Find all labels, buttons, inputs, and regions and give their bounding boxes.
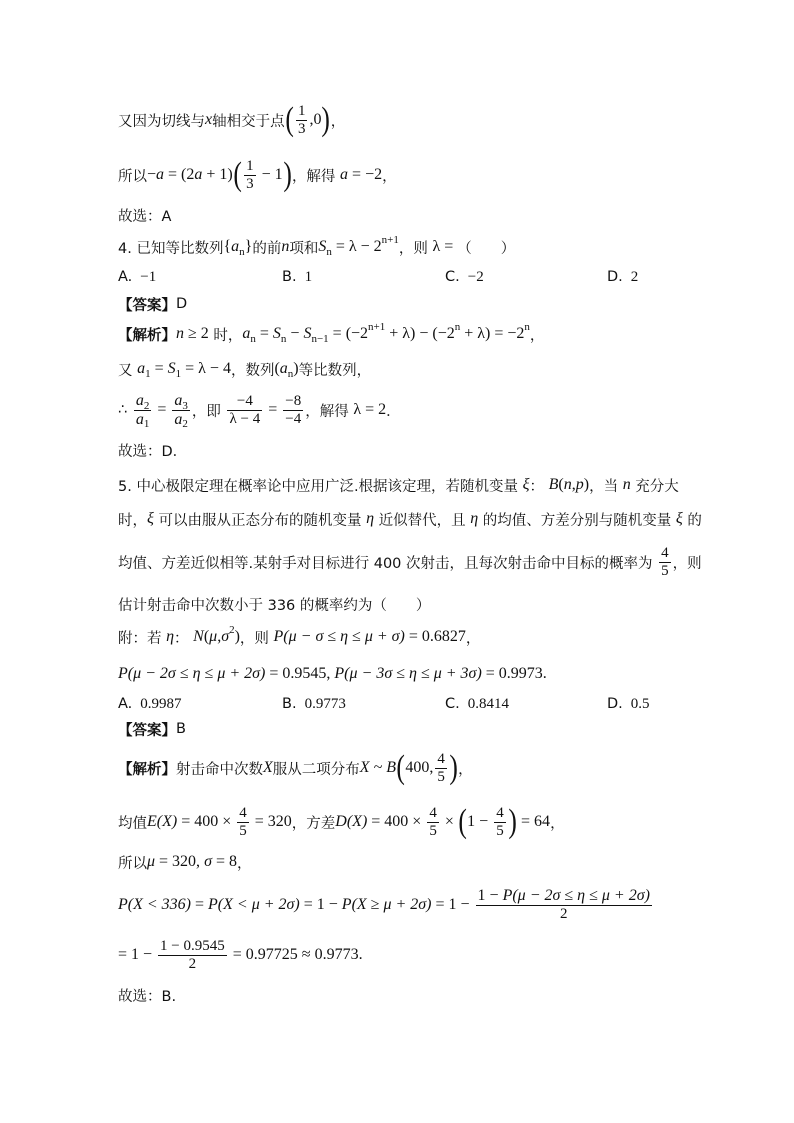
math-variable: μ — [209, 628, 218, 645]
math-variable: a — [194, 166, 203, 183]
analysis-line — [118, 885, 654, 925]
math-expression: = 320 — [250, 813, 292, 830]
analysis-tag: 【解析】 — [118, 327, 176, 344]
option-value: −1 — [140, 268, 157, 285]
math-expression: 1 − — [477, 887, 503, 905]
math-expression: = λ − 2 — [331, 238, 382, 255]
math-expression: + 1) — [202, 166, 233, 183]
fraction-numerator: 4 — [496, 805, 504, 821]
fraction-numerator: −8 — [285, 393, 302, 409]
option-value: 2 — [630, 268, 639, 285]
analysis-line — [118, 802, 565, 842]
math-subscript: 1 — [143, 418, 150, 431]
math-expression: P(X ≥ μ + 2σ) — [341, 896, 432, 913]
answer-value: B — [176, 721, 186, 737]
choice-text: 故选：B. — [118, 988, 177, 1005]
math-subscript: n — [250, 333, 256, 345]
math-expression: × — [440, 813, 458, 830]
answer-tag: 【答案】 — [118, 297, 176, 314]
option-value: 0.8414 — [467, 695, 509, 712]
math-variable: σ — [204, 853, 212, 870]
choice-text: 故选：D． — [118, 443, 188, 460]
math-variable: n — [563, 476, 572, 493]
math-expression: ( — [203, 628, 210, 645]
math-variable: ξ — [675, 510, 683, 527]
fraction-denominator: 3 — [246, 175, 254, 192]
fraction — [244, 158, 256, 192]
math-variable: p — [575, 476, 584, 493]
question-5-stem — [118, 542, 702, 582]
option-label: C. — [445, 269, 460, 285]
question-text: 的 — [682, 512, 702, 529]
math-expression: = 400 × — [177, 813, 236, 830]
punctuation: ， — [550, 815, 565, 832]
math-subscript: n — [280, 333, 287, 345]
math-expression: = (−2 — [328, 325, 369, 342]
answer-line — [118, 709, 186, 749]
fraction-numerator: 1 − 0.9545 — [160, 938, 225, 954]
math-subscript: 2 — [182, 418, 188, 431]
right-paren: ) — [508, 803, 517, 840]
option-c — [445, 257, 484, 297]
math-expression: P(μ − 2σ ≤ η ≤ μ + 2σ) — [118, 665, 266, 682]
fraction — [427, 805, 439, 839]
math-expression: = λ − 4 — [181, 360, 231, 377]
math-variable: X — [263, 759, 273, 776]
solution-text: 所以 — [118, 855, 147, 872]
analysis-line — [118, 842, 251, 882]
math-variable: a — [340, 166, 349, 183]
math-expression: ) — [293, 360, 299, 377]
analysis-line — [118, 314, 544, 354]
math-expression: = 0.6827 — [404, 628, 466, 645]
math-variable: a — [135, 410, 144, 428]
fraction — [476, 887, 652, 922]
math-expression: = −2 — [348, 166, 383, 183]
math-subscript: 3 — [182, 399, 188, 412]
solution-text: ，即 — [191, 403, 226, 420]
math-variable: a — [279, 360, 288, 377]
left-paren: ( — [396, 749, 405, 786]
math-subscript: n — [287, 368, 294, 380]
math-variable: a — [174, 410, 183, 428]
solution-text: ，解得 — [305, 403, 354, 420]
math-expression: = 64 — [517, 813, 551, 830]
solution-text: 服从二项分布 — [272, 761, 360, 778]
fraction-denominator: 5 — [437, 768, 445, 785]
math-expression: ( — [558, 476, 564, 493]
note-text: ： — [174, 630, 194, 647]
math-variable: a — [137, 360, 146, 377]
answer-value: D — [176, 296, 188, 312]
math-expression: = — [264, 401, 282, 418]
option-value: 0.9773 — [304, 695, 346, 712]
math-variable: ξ — [522, 476, 530, 493]
solution-line — [118, 155, 397, 195]
fraction-numerator — [134, 392, 152, 410]
question-text: ： — [529, 478, 549, 495]
option-b — [282, 257, 312, 297]
note-text: ，则 — [239, 630, 274, 647]
math-expression: = 320, — [155, 853, 205, 870]
fraction-numerator: 4 — [437, 751, 445, 767]
fraction-denominator — [172, 411, 190, 429]
option-label: B. — [282, 696, 297, 712]
fraction-numerator: −4 — [236, 393, 253, 409]
option-d — [607, 257, 638, 297]
question-text: 充分大 — [630, 478, 679, 495]
math-subscript: 1 — [145, 368, 151, 380]
answer-tag: 【答案】 — [118, 722, 176, 739]
math-variable: a — [242, 325, 251, 342]
math-expression: = — [150, 360, 168, 377]
math-subscript: 1 — [175, 368, 182, 380]
answer-blank: （ ） — [457, 240, 516, 257]
math-expression: = 1 − — [299, 896, 342, 913]
fraction-denominator: 5 — [661, 562, 669, 579]
analysis-line — [118, 935, 363, 975]
fraction — [283, 393, 303, 427]
math-expression: , — [217, 628, 222, 645]
note-text: 附：若 — [118, 630, 167, 647]
fraction — [435, 751, 447, 785]
fraction — [134, 391, 152, 431]
option-label: C. — [445, 696, 460, 712]
fraction-denominator — [134, 411, 152, 429]
analysis-line — [118, 748, 473, 788]
question-text: 项和 — [289, 240, 319, 257]
math-superscript: n — [524, 321, 530, 333]
math-expression: = 1 − — [118, 946, 157, 963]
math-expression: − 1 — [257, 166, 283, 183]
math-subscript: n — [326, 246, 332, 258]
fraction-denominator: −4 — [285, 410, 302, 427]
fraction-denominator: 5 — [429, 822, 437, 839]
math-expression: = 1 − — [431, 896, 474, 913]
question-text: 4. 已知等比数列 — [118, 240, 224, 257]
math-variable: η — [166, 628, 175, 645]
math-expression: = — [191, 896, 209, 913]
math-expression: − — [147, 166, 157, 183]
option-label: B. — [282, 269, 297, 285]
fraction — [172, 391, 190, 431]
solution-text: ，解得 — [291, 168, 341, 185]
punctuation: ， — [465, 630, 481, 647]
math-expression: , — [571, 476, 576, 493]
math-variable: a — [231, 238, 240, 255]
math-subscript: n — [239, 246, 245, 258]
math-expression: = — [153, 401, 171, 418]
left-paren: ( — [285, 101, 294, 138]
option-label: D. — [607, 269, 623, 285]
solution-line — [118, 100, 345, 140]
math-variable: S — [303, 325, 312, 342]
math-expression: = 0.9545, — [265, 665, 335, 682]
math-expression: ( — [274, 360, 280, 377]
math-variable: B — [548, 476, 559, 493]
fraction-numerator: 4 — [661, 545, 669, 561]
question-text: 可以由服从正态分布的随机变量 — [153, 512, 367, 529]
option-value: 1 — [304, 268, 313, 285]
question-text: 时， — [118, 512, 147, 529]
option-label: A. — [118, 269, 133, 285]
math-expression: ) — [234, 628, 240, 645]
fraction-denominator: 2 — [560, 906, 568, 923]
option-c — [445, 684, 509, 724]
left-paren: ( — [458, 803, 467, 840]
math-variable: n — [281, 238, 290, 255]
math-variable: S — [272, 325, 281, 342]
math-expression: P(μ − 3σ ≤ η ≤ μ + 3σ) — [334, 665, 482, 682]
math-subscript: 2 — [143, 399, 150, 412]
math-expression: X ~ B — [359, 759, 396, 776]
punctuation: ， — [458, 761, 473, 778]
math-expression: = 8 — [211, 853, 237, 870]
solution-text: 所以 — [118, 168, 147, 185]
question-text: 近似替代，且 — [374, 512, 471, 529]
fraction — [494, 805, 506, 839]
choice-line — [118, 975, 176, 1015]
math-expression: + λ) = −2 — [460, 325, 525, 342]
question-text: ，则 — [398, 240, 433, 257]
math-expression: − — [286, 325, 304, 342]
option-value: 0.9987 — [140, 695, 182, 712]
math-variable: σ — [221, 628, 230, 645]
left-paren: ( — [233, 156, 242, 193]
question-5-stem — [118, 499, 702, 539]
math-variable: η — [366, 510, 375, 527]
question-text: 5. 中心极限定理在概率论中应用广泛.根据该定理，若随机变量 — [118, 478, 523, 495]
solution-text: 又因为切线与 — [118, 113, 205, 130]
math-expression: 1 − — [467, 813, 493, 830]
punctuation: ， — [236, 855, 252, 872]
math-expression: λ = — [432, 238, 458, 255]
math-expression: = (2 — [164, 166, 195, 183]
option-value: −2 — [467, 268, 484, 285]
math-variable: a — [174, 391, 183, 409]
math-subscript: n−1 — [311, 333, 329, 345]
fraction-numerator: 1 — [246, 158, 254, 174]
option-d — [607, 684, 650, 724]
choice-text: 故选：A — [118, 208, 172, 225]
solution-text: 又 — [118, 362, 138, 379]
math-expression: ≥ 2 — [184, 325, 209, 342]
fraction-denominator: 5 — [239, 822, 247, 839]
math-expression: = 0.97725 ≈ 0.9773. — [228, 946, 363, 963]
fraction-numerator: 1 — [297, 103, 306, 119]
right-paren: ) — [321, 101, 331, 138]
question-text: 估计射击命中次数小于 336 的概率约为（ ） — [118, 597, 431, 614]
math-expression: λ = 2 — [353, 401, 387, 418]
fraction-denominator: 5 — [496, 822, 504, 839]
right-paren: ) — [283, 156, 292, 193]
analysis-line — [118, 390, 401, 430]
math-variable: a — [156, 166, 165, 183]
choice-line — [118, 430, 187, 470]
math-expression: } — [244, 238, 253, 255]
solution-text: 轴相交于点 — [212, 113, 285, 130]
math-variable: η — [470, 510, 479, 527]
fraction — [237, 805, 249, 839]
solution-text: 等比数列， — [298, 362, 372, 379]
question-text: ，当 — [589, 478, 623, 495]
question-text: ，则 — [672, 555, 702, 572]
punctuation: ， — [382, 168, 397, 185]
right-paren: ) — [449, 749, 458, 786]
question-5-note — [118, 617, 480, 657]
math-superscript: 2 — [229, 624, 235, 636]
math-variable: n — [622, 476, 631, 493]
option-label: A. — [118, 696, 133, 712]
solution-text: ，数列 — [230, 362, 275, 379]
math-superscript: n+1 — [381, 234, 399, 246]
therefore-symbol: ∴ — [118, 402, 132, 418]
math-expression: D(X) — [335, 813, 368, 830]
option-b — [282, 684, 346, 724]
math-variable: S — [318, 238, 327, 255]
math-superscript: n+1 — [368, 321, 386, 333]
fraction-denominator: 2 — [188, 955, 197, 972]
math-expression: P(μ − σ ≤ η ≤ μ + σ) — [273, 628, 405, 645]
math-expression: = 400 × — [367, 813, 426, 830]
fraction — [158, 938, 227, 972]
punctuation: ， — [529, 327, 545, 344]
fraction-denominator: λ − 4 — [229, 410, 261, 427]
math-variable: μ — [147, 853, 156, 870]
math-expression: P(μ − 2σ ≤ η ≤ μ + 2σ) — [502, 887, 650, 905]
punctuation: ， — [330, 113, 346, 130]
math-expression: + λ) − (−2 — [385, 325, 455, 342]
fraction — [296, 103, 308, 137]
math-expression: P(X < 336) — [118, 896, 191, 913]
analysis-line — [118, 349, 371, 389]
option-label: D. — [607, 696, 623, 712]
math-variable: a — [135, 391, 144, 409]
math-variable: N — [193, 628, 204, 645]
math-variable: ξ — [147, 510, 154, 527]
math-expression: P(X < μ + 2σ) — [208, 896, 300, 913]
math-expression: E(X) — [147, 813, 178, 830]
fraction — [227, 393, 262, 427]
math-expression: 400, — [405, 759, 434, 776]
fraction-numerator — [172, 392, 190, 410]
math-expression: { — [223, 238, 232, 255]
math-variable: S — [167, 360, 176, 377]
fraction-denominator: 3 — [297, 120, 306, 137]
math-variable: x — [205, 111, 213, 128]
fraction-numerator: 4 — [239, 805, 247, 821]
solution-text: 时， — [208, 327, 243, 344]
fraction — [659, 545, 671, 579]
analysis-tag: 【解析】 — [118, 761, 176, 778]
option-value: 0.5 — [630, 695, 650, 712]
solution-text: ，方差 — [291, 815, 336, 832]
question-text: 均值、方差近似相等.某射手对目标进行 400 次射击，且每次射击命中目标的概率为 — [118, 555, 658, 572]
math-superscript: n — [454, 321, 461, 333]
question-text: 的均值、方差分别与随机变量 — [478, 512, 676, 529]
math-expression: ) — [583, 476, 590, 493]
math-expression: ,0 — [309, 111, 322, 128]
math-expression: = — [255, 325, 273, 342]
math-expression: = 0.9973. — [481, 665, 547, 682]
punctuation: ． — [386, 403, 401, 420]
solution-text: 射击命中次数 — [176, 761, 263, 778]
math-variable: n — [176, 325, 184, 342]
question-text: 的前 — [252, 240, 282, 257]
fraction-numerator: 4 — [429, 805, 437, 821]
solution-text: 均值 — [118, 815, 147, 832]
fraction-numerator — [476, 887, 652, 905]
